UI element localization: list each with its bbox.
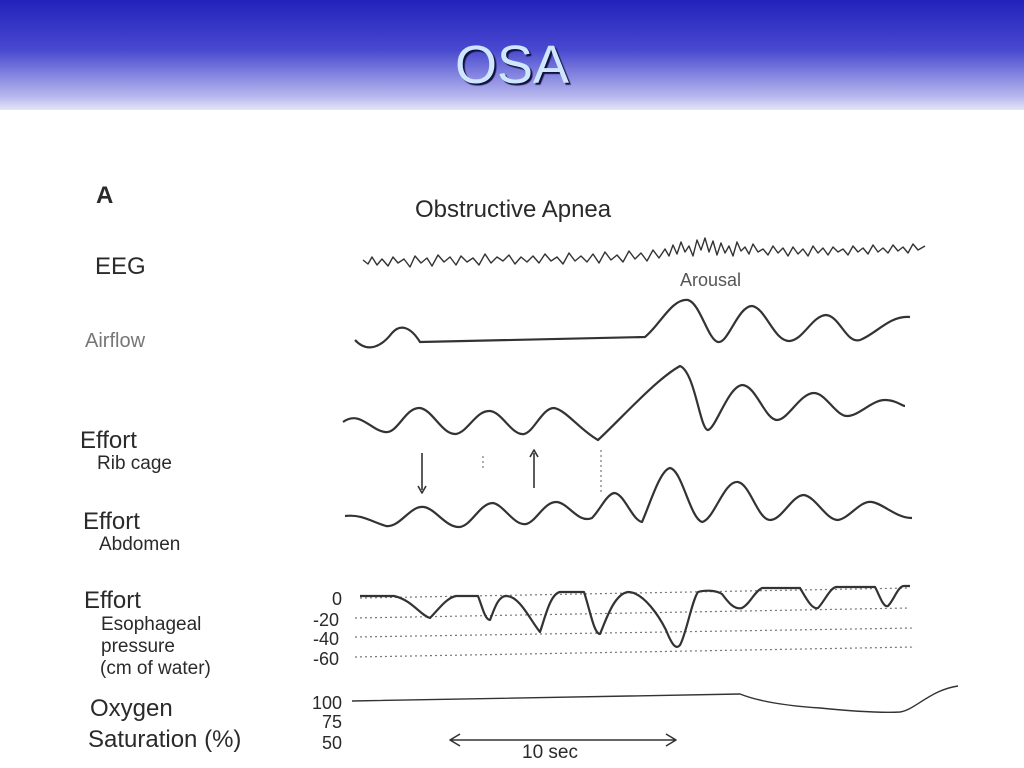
abdomen-effort-label: Effort: [83, 508, 140, 535]
rib-cage-label: Rib cage: [97, 453, 172, 474]
slide-title: OSA: [454, 35, 570, 95]
rib-marker-1: [418, 453, 426, 493]
saturation-label: Saturation (%): [88, 726, 242, 753]
slide-header: [0, 0, 1024, 110]
esophageal-label: Esophageal: [101, 614, 202, 635]
eeg-trace: [363, 238, 925, 267]
oxygen-trace: [352, 686, 958, 712]
airflow-trace: [355, 300, 910, 347]
abdomen-label: Abdomen: [99, 534, 181, 555]
time-scale-label: 10 sec: [522, 742, 578, 763]
oxy-tick-100: 100: [312, 693, 343, 713]
eso-tick-0: 0: [332, 589, 343, 609]
oxy-tick-50: 50: [322, 733, 343, 753]
figure-caption: Obstructive Apnea: [415, 196, 612, 223]
eso-baseline-60: [355, 647, 915, 657]
eso-tick-minus40: -40: [313, 629, 340, 649]
panel-letter: A: [96, 182, 114, 209]
waveform-traces: [0, 110, 1024, 768]
eso-tick-minus20: -20: [313, 610, 340, 630]
oxygen-label: Oxygen: [90, 695, 173, 722]
oxy-tick-75: 75: [322, 712, 343, 732]
time-scale-arrow: [450, 734, 676, 746]
rib-effort-label: Effort: [80, 427, 137, 454]
abdomen-trace: [345, 468, 912, 527]
eso-tick-minus60: -60: [313, 649, 340, 669]
esophageal-trace: [360, 586, 910, 647]
eso-baseline-40: [355, 628, 915, 637]
esophageal-effort-label: Effort: [84, 587, 141, 614]
units-label: (cm of water): [100, 658, 211, 679]
rib-cage-trace: [343, 366, 905, 440]
eeg-label: EEG: [95, 253, 146, 280]
airflow-label: Airflow: [85, 330, 146, 352]
rib-marker-2: [530, 450, 538, 488]
pressure-label: pressure: [101, 636, 175, 657]
arousal-label: Arousal: [680, 270, 742, 290]
